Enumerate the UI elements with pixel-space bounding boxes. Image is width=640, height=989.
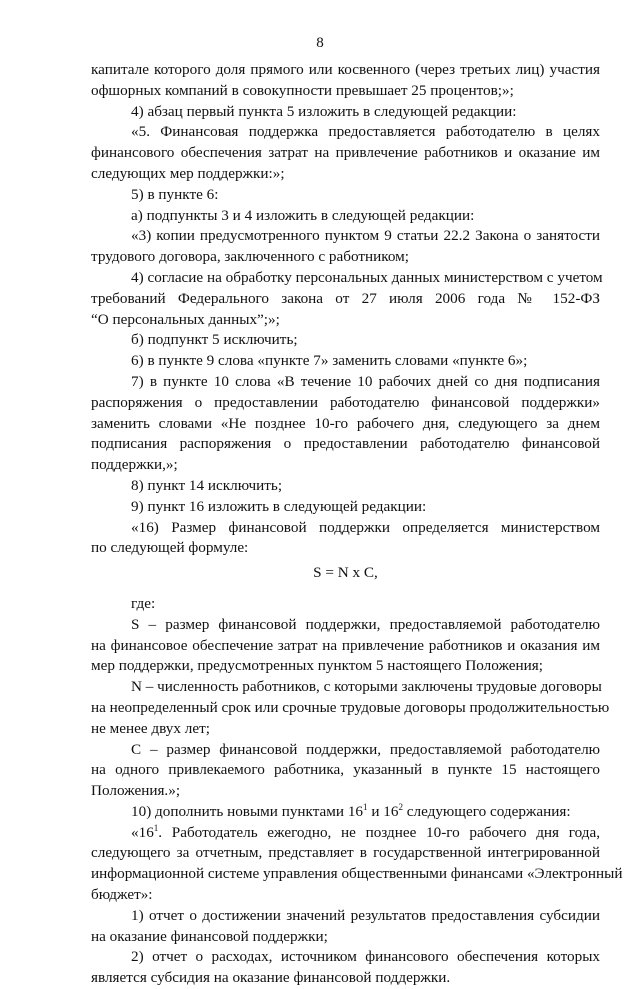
- text-block-reports: [91, 843, 623, 989]
- text-line: требований Федерального закона от 27 июля 2006 года № 152-ФЗ: [91, 289, 600, 307]
- text-line: «5. Финансовая поддержка предоставляется работодателю в целях: [131, 123, 600, 141]
- text-line: подписания распоряжения о предоставлении работодателю финансовой: [91, 435, 600, 453]
- text-line: на финансовое обеспечение затрат на привлечение работников и оказания им: [91, 636, 600, 654]
- text-line: где:: [131, 594, 156, 612]
- text-line: а) подпункты 3 и 4 изложить в следующей редакции:: [131, 206, 475, 224]
- text-block-amendments: [91, 60, 603, 559]
- text-line: 8) пункт 14 исключить;: [131, 476, 283, 494]
- superscript: 2: [398, 801, 403, 812]
- text-line: офшорных компаний в совокупности превышает 25 процентов;»;: [91, 81, 514, 99]
- formula: S = N x C,: [313, 564, 378, 582]
- text-line: “О персональных данных”;»;: [91, 310, 280, 328]
- text-run: и 16: [367, 802, 399, 820]
- text-line: «3) копии предусмотренного пунктом 9 статьи 22.2 Закона о занятости: [131, 227, 600, 245]
- text-line: S – размер финансовой поддержки, предоставляемой работодателю: [131, 615, 600, 633]
- superscript: 1: [153, 822, 159, 833]
- text-line: на одного привлекаемого работника, указанный в пункте 15 настоящего: [91, 761, 600, 779]
- text-line: N – численность работников, с которыми заключены трудовые договоры: [131, 678, 602, 696]
- text-line: мер поддержки, предусмотренных пунктом 5 настоящего Положения;: [91, 657, 543, 675]
- text-line: C – размер финансовой поддержки, предоставляемой работодателю: [131, 740, 600, 758]
- text-run: следующего содержания:: [402, 802, 571, 820]
- text-line: на неопределенный срок или срочные трудовые договоры продолжительностью: [91, 698, 610, 716]
- text-line: по следующей формуле:: [91, 539, 249, 557]
- text-run: «16: [131, 823, 154, 841]
- text-block-definitions: [91, 594, 610, 802]
- text-line: Положения.»;: [91, 782, 181, 800]
- text-line: бюджет»:: [91, 886, 153, 904]
- item-16-1-line: [91, 823, 600, 844]
- text-line: не менее двух лет;: [91, 719, 210, 737]
- text-line: 5) в пункте 6:: [131, 185, 219, 203]
- text-line: «16) Размер финансовой поддержки определяется министерством: [131, 518, 600, 536]
- text-line: 7) в пункте 10 слова «В течение 10 рабочих дней со дня подписания: [131, 372, 600, 390]
- text-line: поддержки,»;: [91, 456, 178, 474]
- text-run: 10) дополнить новыми пунктами 16: [131, 802, 364, 820]
- text-line: следующих мер поддержки:»;: [91, 164, 285, 182]
- text-line: на оказание финансовой поддержки;: [91, 927, 328, 945]
- page-number: 8: [316, 35, 324, 51]
- text-line: трудового договора, заключенного с работником;: [91, 248, 409, 266]
- text-line: б) подпункт 5 исключить;: [131, 331, 298, 349]
- text-line: распоряжения о предоставлении работодателю финансовой поддержки»: [91, 393, 600, 411]
- text-line: следующего за отчетным, представляет в государственной интегрированной: [91, 844, 600, 862]
- superscript: 1: [363, 801, 368, 812]
- text-line: 1) отчет о достижении значений результатов предоставления субсидии: [131, 906, 600, 924]
- text-line: заменить словами «Не позднее 10-го рабочего дня, следующего за днем: [91, 414, 600, 432]
- text-line: 6) в пункте 9 слова «пункте 7» заменить словами «пункте 6»;: [131, 352, 528, 370]
- document-body: [91, 60, 623, 989]
- text-line: 4) согласие на обработку персональных данных министерством с учетом: [131, 268, 603, 286]
- text-line: 9) пункт 16 изложить в следующей редакции:: [131, 497, 427, 515]
- text-line: 4) абзац первый пункта 5 изложить в следующей редакции:: [131, 102, 517, 120]
- text-line: является субсидия на оказание финансовой поддержки.: [91, 969, 451, 987]
- text-line: информационной системе управления общественными финансами «Электронный: [91, 865, 623, 883]
- text-line: капитале которого доля прямого или косвенного (через третьих лиц) участия: [91, 61, 600, 78]
- item-10-line: [91, 802, 600, 823]
- text-line: финансового обеспечения затрат на привлечение работников и оказание им: [91, 144, 600, 162]
- text-line: 2) отчет о расходах, источником финансового обеспечения которых: [131, 948, 600, 966]
- text-run: . Работодатель ежегодно, не позднее 10-го рабочего дня года,: [158, 823, 600, 841]
